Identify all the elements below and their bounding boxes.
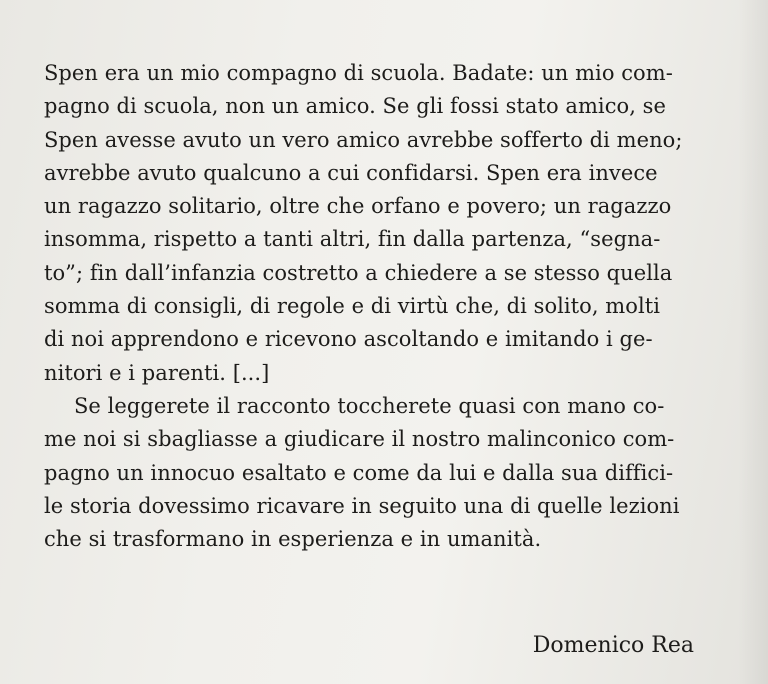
text-line: nitori e i parenti. [...]	[44, 360, 270, 385]
text-line: to”; fin dall’infanzia costretto a chiedere a se stesso quella	[44, 260, 673, 285]
text-line: somma di consigli, di regole e di virtù che, di solito, molti	[44, 294, 660, 319]
text-line: insomma, rispetto a tanti altri, fin dalla partenza, “segna-	[44, 227, 661, 252]
text-line: me noi si sbagliasse a giudicare il nostro malinconico com-	[44, 427, 675, 452]
text-line: pagno un innocuo esaltato e come da lui e dalla sua diffici-	[44, 460, 674, 485]
text-line: avrebbe avuto qualcuno a cui confidarsi. Spen era invece	[44, 160, 658, 185]
paragraph-1	[44, 57, 704, 390]
text-line: le storia dovessimo ricavare in seguito una di quelle lezioni	[44, 493, 680, 518]
text-line: Spen era un mio compagno di scuola. Badate: un mio com-	[44, 61, 673, 85]
text-block	[44, 57, 704, 556]
text-line: di noi apprendono e ricevono ascoltando e imitando i ge-	[44, 327, 653, 352]
text-line: Spen avesse avuto un vero amico avrebbe sofferto di meno;	[44, 127, 683, 152]
paragraph-2	[44, 390, 704, 556]
text-line: Se leggerete il racconto toccherete quasi con mano co-	[74, 393, 665, 418]
text-line: che si trasformano in esperienza e in umanità.	[44, 527, 542, 552]
page-edge-shadow	[738, 0, 768, 684]
text-line: un ragazzo solitario, oltre che orfano e povero; un ragazzo	[44, 194, 672, 219]
author-signature: Domenico Rea	[532, 633, 694, 658]
text-line: pagno di scuola, non un amico. Se gli fossi stato amico, se	[44, 94, 666, 119]
